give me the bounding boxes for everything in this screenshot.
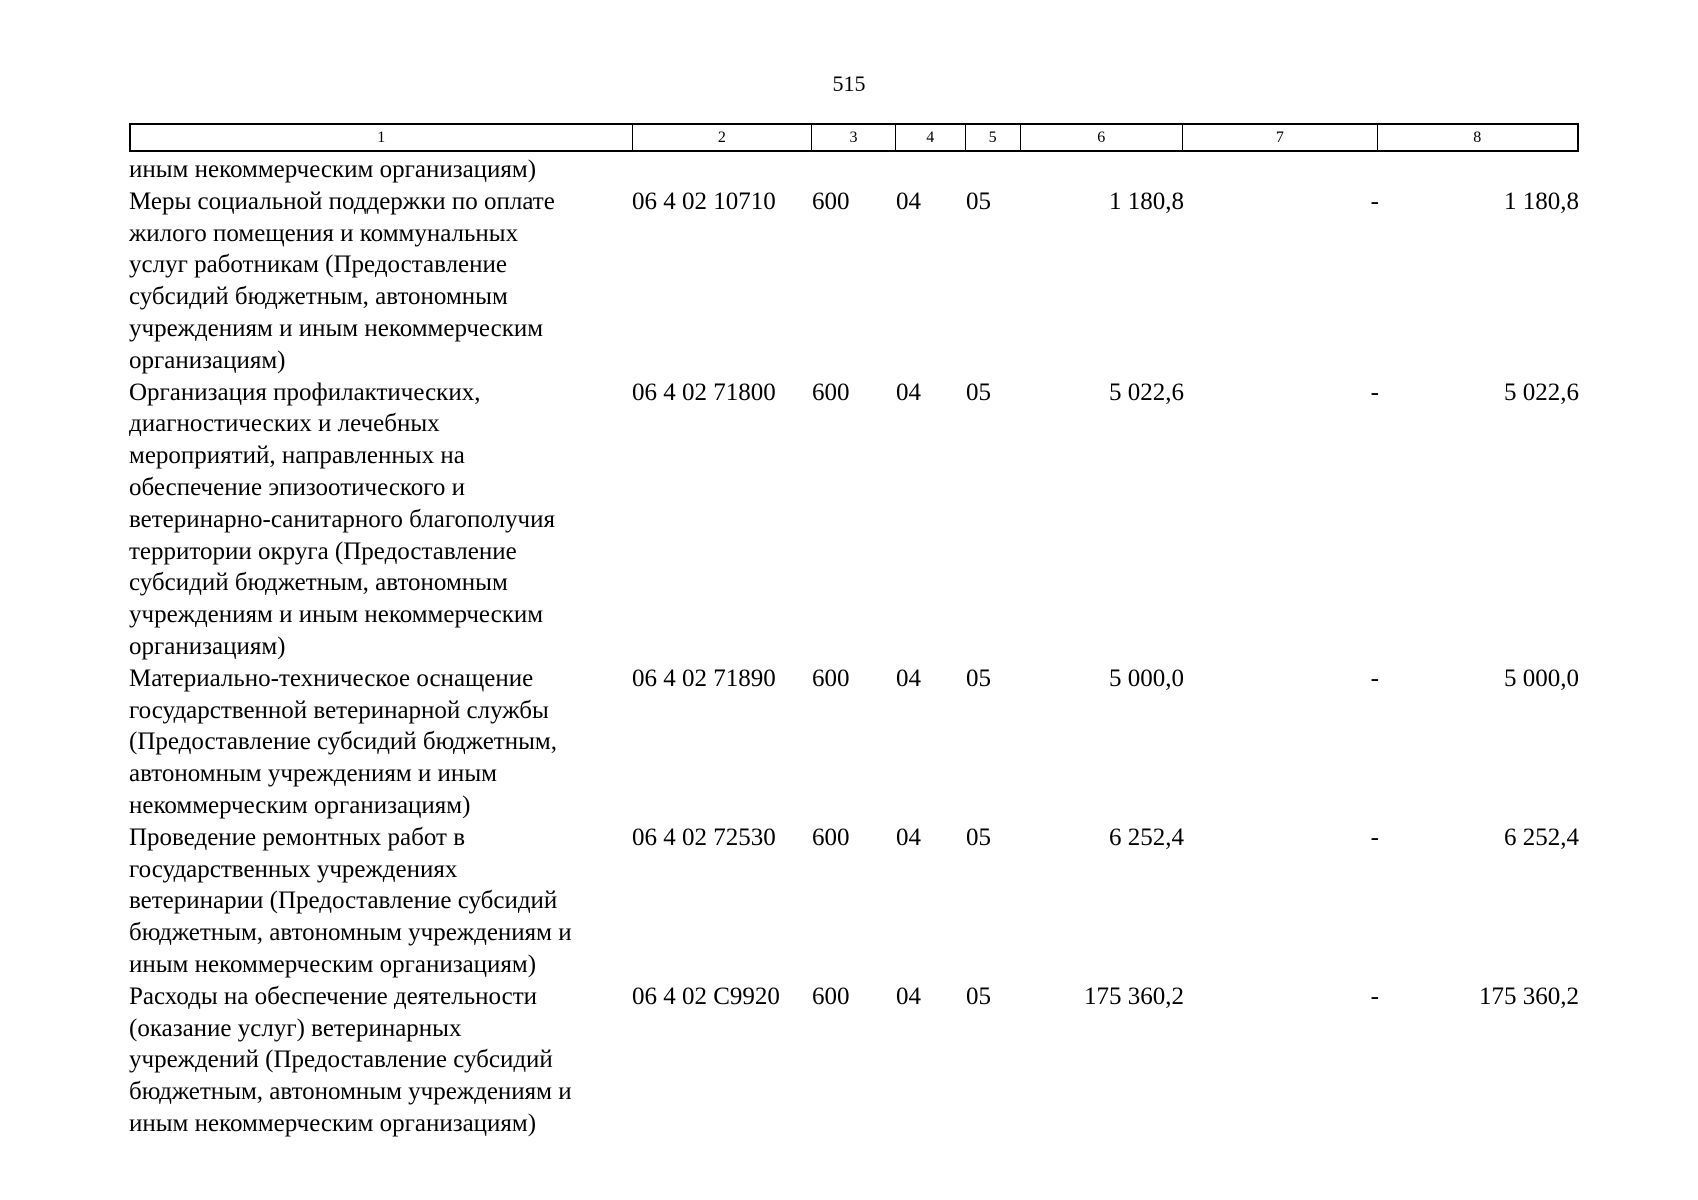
table-body bbox=[129, 154, 1579, 1140]
row-value-col6: 5 022,6 bbox=[1109, 378, 1184, 406]
row-description bbox=[129, 186, 632, 377]
description-line: организациям) bbox=[129, 346, 286, 374]
row-subsection: 05 bbox=[966, 187, 991, 215]
row-expense-type: 600 bbox=[812, 823, 850, 851]
description-line: жилого помещения и коммунальных bbox=[129, 219, 519, 247]
row-value-col6: 6 252,4 bbox=[1109, 823, 1184, 851]
page-number: 515 bbox=[832, 71, 866, 96]
header-col-1: 1 bbox=[131, 125, 633, 150]
row-section: 04 bbox=[896, 187, 921, 215]
row-value-col8: 175 360,2 bbox=[1479, 982, 1579, 1010]
description-line: (оказание услуг) ветеринарных bbox=[129, 1014, 462, 1042]
row-value-col7: - bbox=[1370, 664, 1379, 692]
row-description bbox=[129, 377, 632, 663]
header-col-5: 5 bbox=[966, 125, 1021, 150]
row-section: 04 bbox=[896, 378, 921, 406]
description-line: учреждениям и иным некоммерческим bbox=[129, 314, 544, 342]
table-row bbox=[129, 377, 1579, 663]
table-row bbox=[129, 981, 1579, 1140]
description-line: диагностических и лечебных bbox=[129, 410, 440, 438]
description-line: обеспечение эпизоотического и bbox=[129, 473, 466, 501]
header-col-3: 3 bbox=[812, 125, 896, 150]
description-line: некоммерческим организациям) bbox=[129, 791, 471, 819]
table-row bbox=[129, 822, 1579, 981]
description-line: Меры социальной поддержки по оплате bbox=[129, 187, 555, 215]
row-value-col8: 6 252,4 bbox=[1504, 823, 1579, 851]
description-line: бюджетным, автономным учреждениям и bbox=[129, 1078, 572, 1106]
description-line: Организация профилактических, bbox=[129, 378, 481, 406]
description-line: Материально-техническое оснащение bbox=[129, 664, 534, 692]
description-line: автономным учреждениям и иным bbox=[129, 760, 497, 788]
row-section: 04 bbox=[896, 982, 921, 1010]
description-line: государственной ветеринарной службы bbox=[129, 696, 549, 724]
row-value-col7: - bbox=[1370, 982, 1379, 1010]
row-value-col7: - bbox=[1370, 187, 1379, 215]
header-col-7: 7 bbox=[1183, 125, 1377, 150]
row-value-col8: 5 022,6 bbox=[1504, 378, 1579, 406]
row-expense-type: 600 bbox=[812, 982, 850, 1010]
description-line: Расходы на обеспечение деятельности bbox=[129, 982, 538, 1010]
row-value-col8: 5 000,0 bbox=[1504, 664, 1579, 692]
continuation-row bbox=[129, 154, 1579, 186]
row-section: 04 bbox=[896, 664, 921, 692]
description-line: ветеринарно-санитарного благополучия bbox=[129, 505, 555, 533]
row-subsection: 05 bbox=[966, 982, 991, 1010]
row-code: 06 4 02 72530 bbox=[632, 823, 776, 851]
description-line: государственных учреждениях bbox=[129, 855, 458, 883]
row-code: 06 4 02 С9920 bbox=[632, 982, 780, 1010]
row-value-col6: 1 180,8 bbox=[1109, 187, 1184, 215]
description-line: ветеринарии (Предоставление субсидий bbox=[129, 887, 558, 915]
description-line: бюджетным, автономным учреждениям и bbox=[129, 919, 572, 947]
description-line: иным некоммерческим организациям) bbox=[129, 1109, 537, 1137]
row-value-col7: - bbox=[1370, 823, 1379, 851]
description-line: услуг работникам (Предоставление bbox=[129, 251, 507, 279]
row-code: 06 4 02 71800 bbox=[632, 378, 776, 406]
description-line: организациям) bbox=[129, 632, 286, 660]
description-line: иным некоммерческим организациям) bbox=[129, 950, 537, 978]
row-subsection: 05 bbox=[966, 378, 991, 406]
continuation-text: иным некоммерческим организациям) bbox=[129, 156, 537, 183]
row-code: 06 4 02 10710 bbox=[632, 187, 776, 215]
row-subsection: 05 bbox=[966, 664, 991, 692]
row-section: 04 bbox=[896, 823, 921, 851]
description-line: учреждений (Предоставление субсидий bbox=[129, 1046, 553, 1074]
row-value-col7: - bbox=[1370, 378, 1379, 406]
header-col-6: 6 bbox=[1021, 125, 1184, 150]
description-line: территории округа (Предоставление bbox=[129, 537, 517, 565]
row-value-col6: 175 360,2 bbox=[1084, 982, 1184, 1010]
header-col-4: 4 bbox=[896, 125, 966, 150]
header-col-8: 8 bbox=[1473, 129, 1482, 146]
row-description bbox=[129, 981, 632, 1140]
table-header bbox=[129, 123, 1579, 152]
description-line: мероприятий, направленных на bbox=[129, 442, 465, 470]
row-expense-type: 600 bbox=[812, 378, 850, 406]
row-description bbox=[129, 822, 632, 981]
table-row bbox=[129, 186, 1579, 377]
row-code: 06 4 02 71890 bbox=[632, 664, 776, 692]
description-line: субсидий бюджетным, автономным bbox=[129, 569, 508, 597]
row-subsection: 05 bbox=[966, 823, 991, 851]
description-line: субсидий бюджетным, автономным bbox=[129, 283, 508, 311]
header-col-2: 2 bbox=[633, 125, 813, 150]
row-expense-type: 600 bbox=[812, 187, 850, 215]
description-line: учреждениям и иным некоммерческим bbox=[129, 601, 544, 629]
row-description bbox=[129, 663, 632, 822]
description-line: (Предоставление субсидий бюджетным, bbox=[129, 728, 557, 756]
row-value-col8: 1 180,8 bbox=[1504, 187, 1579, 215]
table-row bbox=[129, 663, 1579, 822]
row-expense-type: 600 bbox=[812, 664, 850, 692]
description-line: Проведение ремонтных работ в bbox=[129, 823, 466, 851]
row-value-col6: 5 000,0 bbox=[1109, 664, 1184, 692]
